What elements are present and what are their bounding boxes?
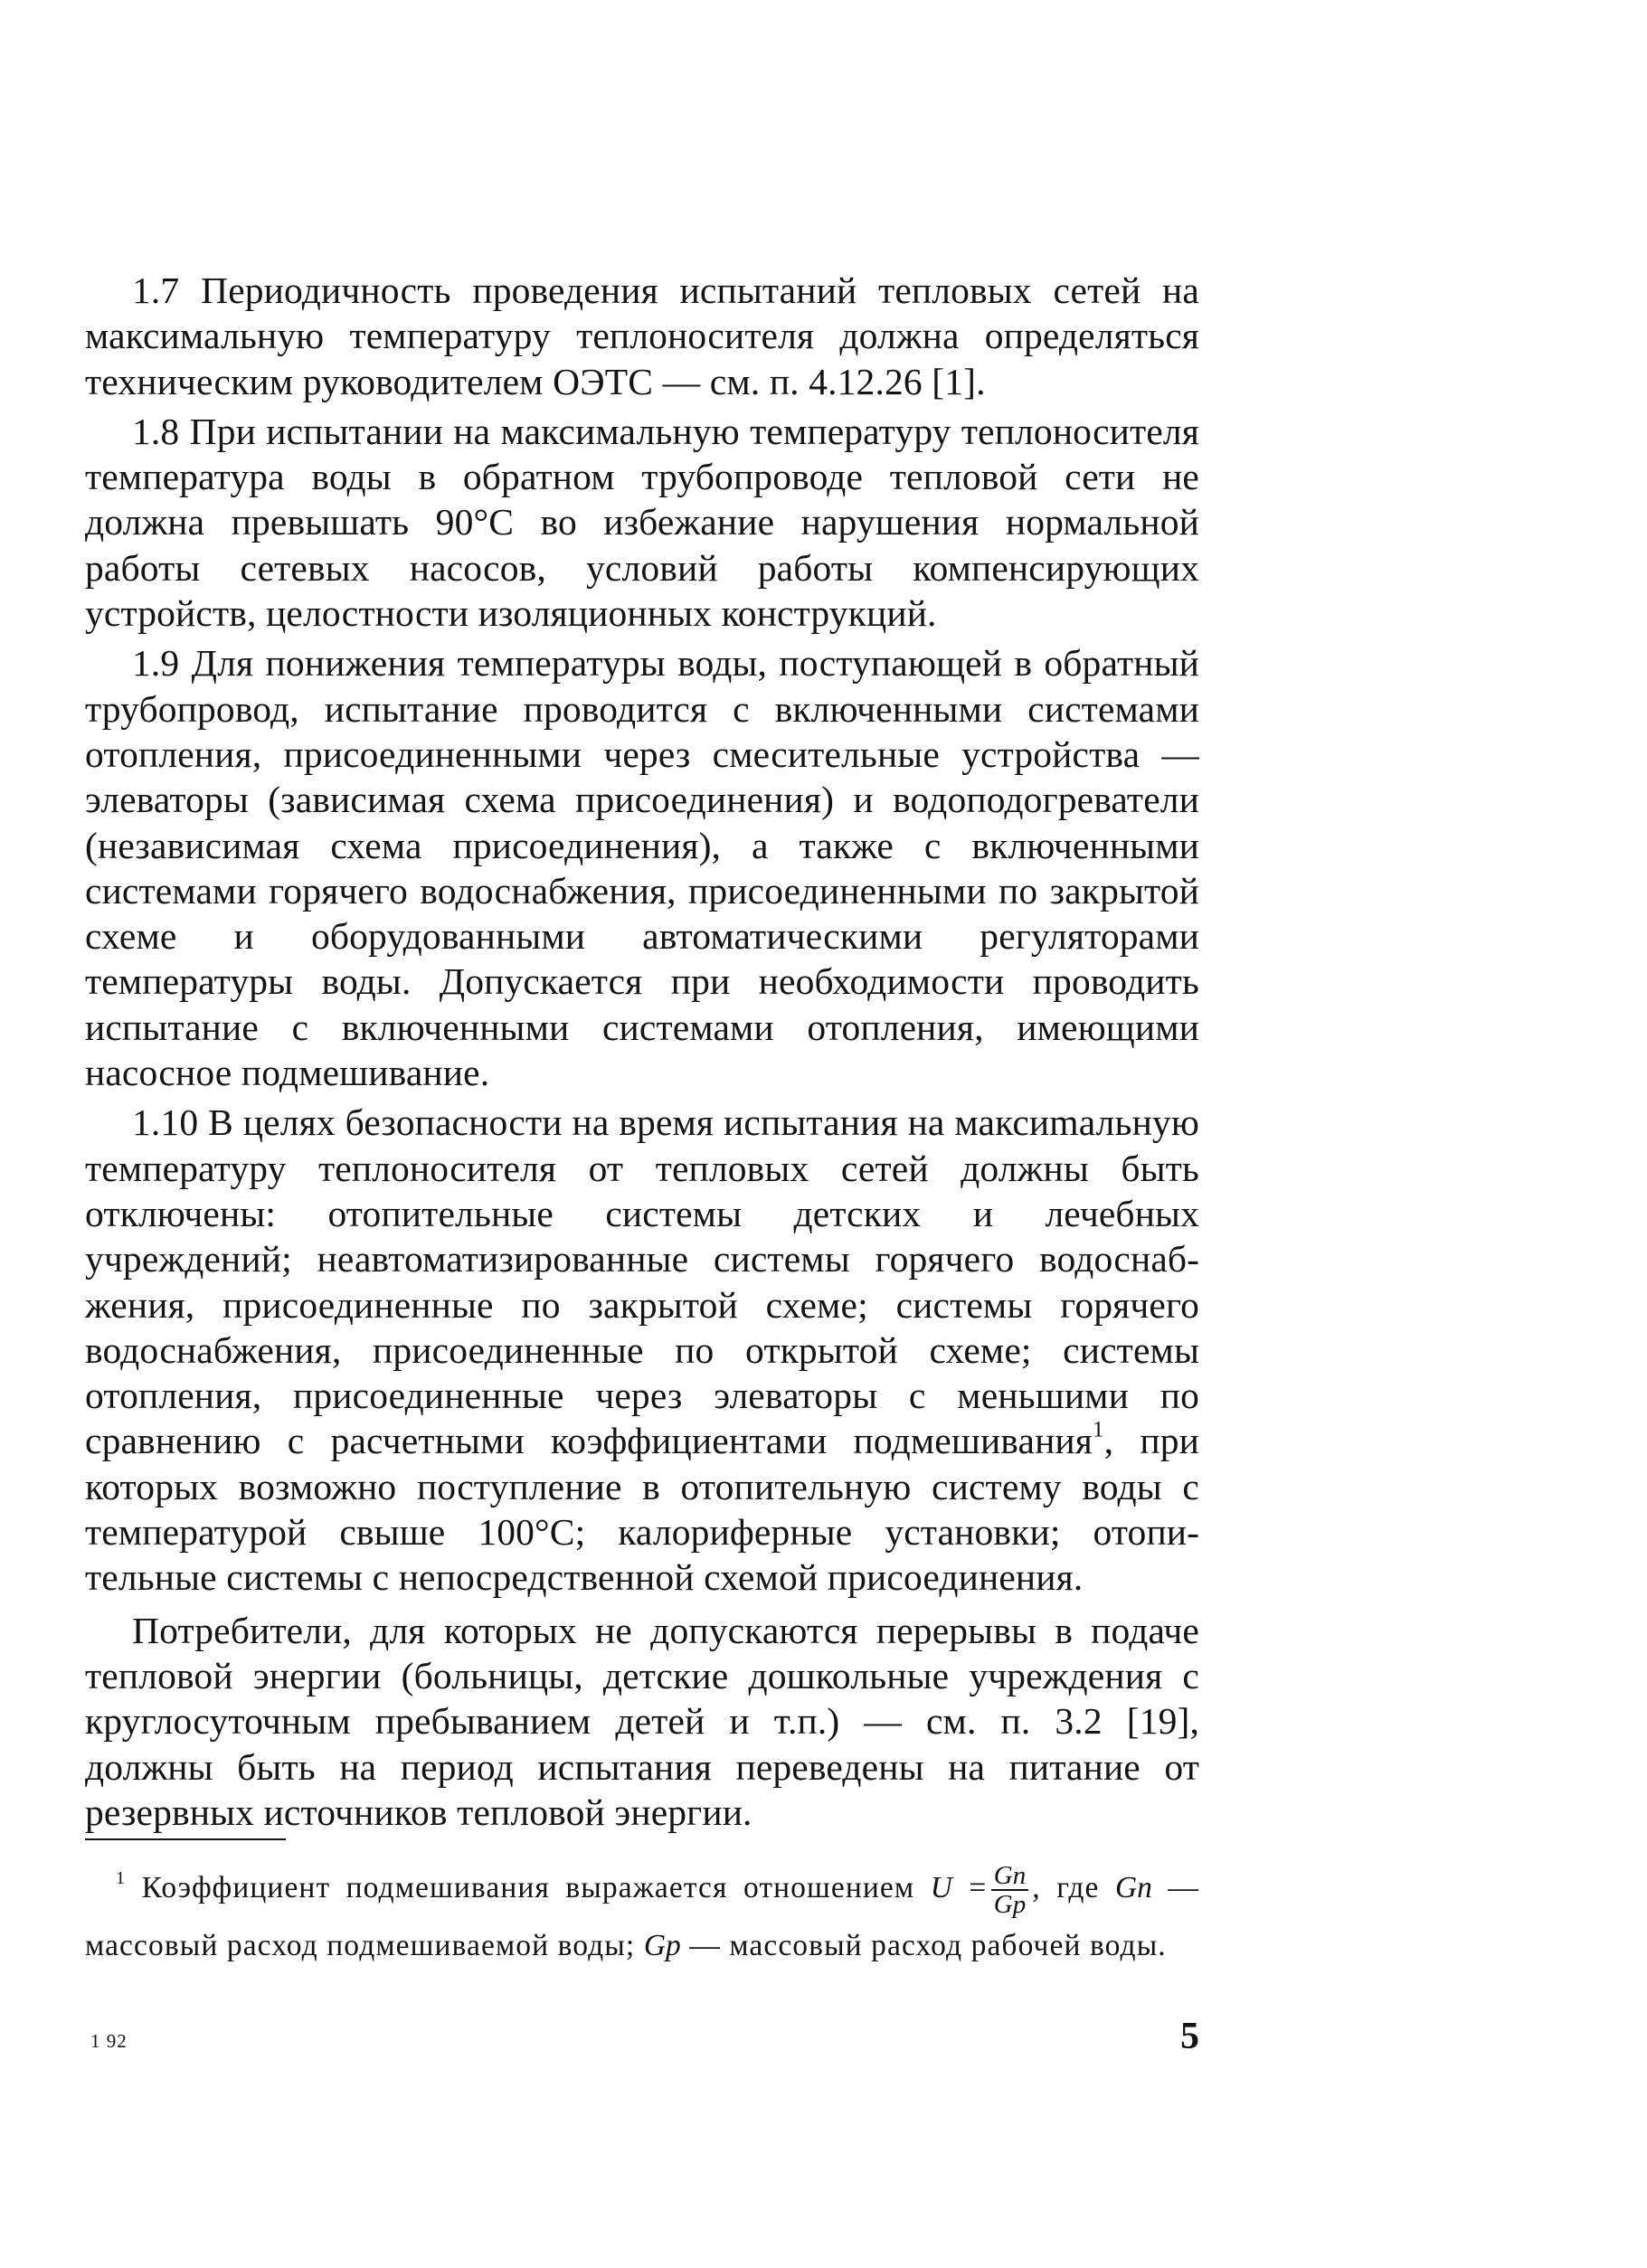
- footnote-mark: 1: [116, 1868, 127, 1889]
- footnote-text-c: — массовый расход подмешиваемой воды;: [85, 1871, 1199, 1963]
- variable-g-p: Gп: [1114, 1871, 1152, 1905]
- variable-g-r: Gр: [643, 1929, 681, 1963]
- printer-signature: 1 92: [90, 2030, 128, 2052]
- paragraph-1-10-text-b: , при которых возможно поступление в отопительную систему воды с температурой свыше 100°С; калориферные установки; отопительные системы с непосредственной схемой присоединения.: [85, 1420, 1199, 1599]
- fraction-numerator: Gп: [991, 1862, 1028, 1891]
- formula-comma: ,: [1032, 1871, 1041, 1905]
- paragraph-1-9: 1.9 Для понижения температуры воды, поступающей в обратный трубопровод, испытание проводится с включенными системами отопления, присоединенными через смесительные устройства — элеваторы (зависимая схема присоединения) и водоподогреватели (независимая схема присоединения), а также с включенными системами горячего водоснабжения, присоединенными по закрытой схеме и оборудованными автоматическими регуляторами температуры воды. Допускается при необходимости проводить испытание с включенными системами отопления, имеющими насосное подмешивание.: [85, 642, 1199, 1094]
- footnote-text-d: — массовый расход рабочей воды.: [689, 1929, 1167, 1963]
- paragraph-1-10-text-a: 1.10 В целях безопасности на время испытания на максиmальную температуру теплоносителя от тепловых сетей должны быть отключены: отопительные системы детских и лечебных учреждений; неавтоматизированные системы горячего водоснабжения, присоединенные по закрытой схеме; системы горячего водоснабжения, присоединенные по открытой схеме; системы отопления, присоединенные через элеваторы с меньшими по сравнению с расчетными коэффициентами подмешивания: [85, 1101, 1199, 1462]
- fraction: [991, 1862, 1028, 1918]
- paragraph-1-10: [85, 1100, 1199, 1600]
- paragraph-1-8: 1.8 При испытании на максимальную температуру теплоносителя температура воды в обратном трубопроводе тепловой сети не должна превышать 90°С во избежание нарушения нормальной работы сетевых насосов, условий работы компенсирующих устройств, целостности изоляционных конструкций.: [85, 410, 1199, 635]
- footnote-text-a: Коэффициент подмешивания выражается отношением: [141, 1871, 915, 1905]
- formula-lhs: U =: [930, 1871, 988, 1905]
- fraction-denominator: Gр: [993, 1890, 1027, 1920]
- page-footer: [85, 2008, 1199, 2062]
- paragraph-1-7: 1.7 Периодичность проведения испытаний тепловых сетей на максимальную температуру теплоносителя должна определяться техническим руководителем ОЭТС — см. п. 4.12.26 [1].: [85, 269, 1199, 402]
- footnote-rule: [85, 1838, 286, 1840]
- footnote-reference: 1: [1093, 1417, 1104, 1442]
- page-number: 5: [1180, 2016, 1199, 2057]
- page-body: [85, 268, 1199, 1973]
- footnote: [85, 1860, 1199, 1973]
- paragraph-consumers: Потребители, для которых не допускаются перерывы в подаче тепловой энергии (больницы, детские дошкольные учреждения с круглосуточным пребыванием детей и т.п.) — см. п. 3.2 [19], должны быть на период испытания переведены на питание от резервных источников тепловой энергии.: [85, 1609, 1199, 1833]
- footnote-text-b: где: [1056, 1871, 1100, 1905]
